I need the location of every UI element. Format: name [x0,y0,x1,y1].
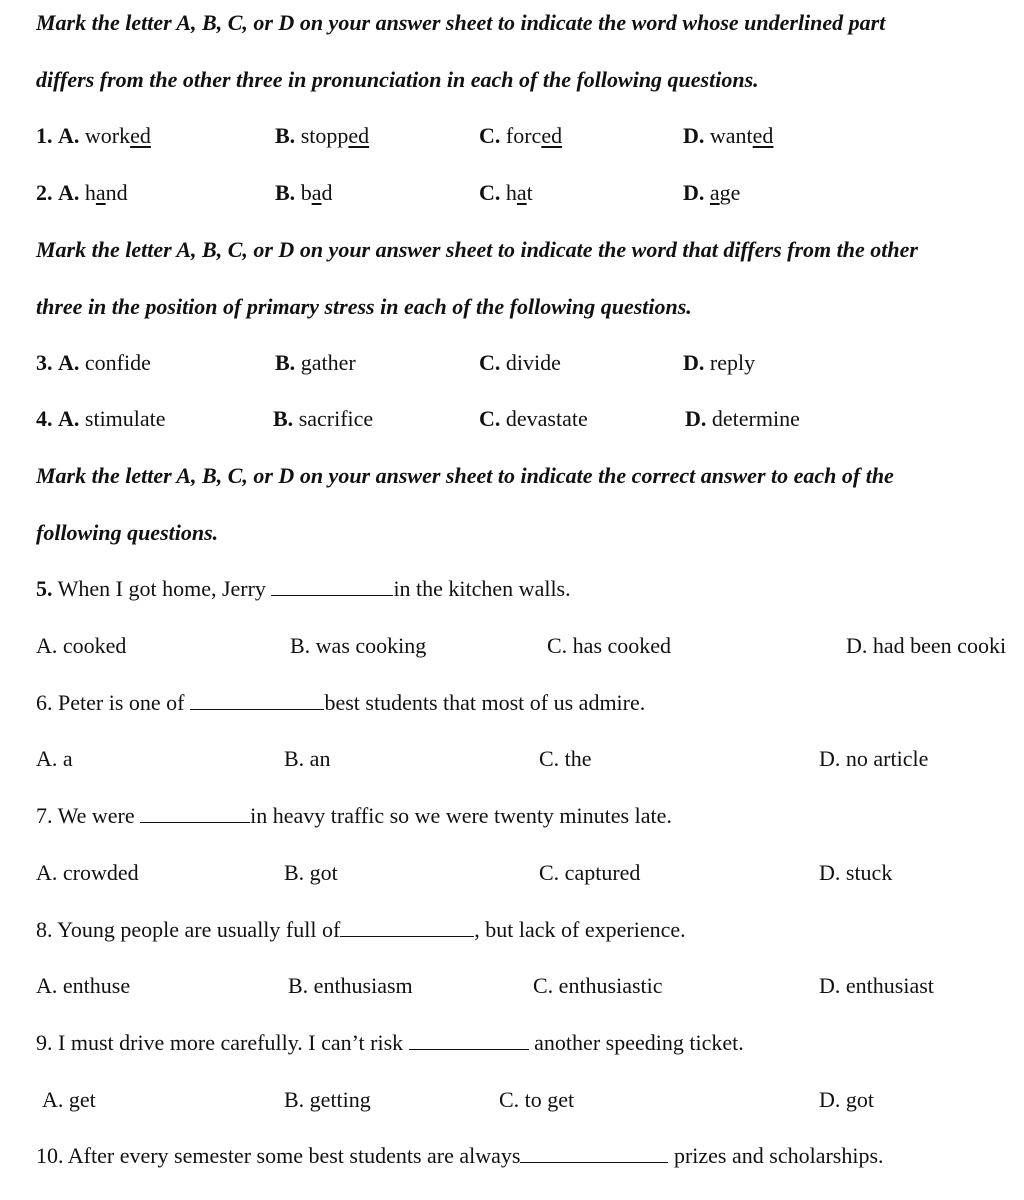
q8-option-b: B. enthusiasm [288,973,413,998]
q5-blank [271,575,393,596]
q10-blank [520,1142,668,1163]
q9-blank [409,1029,529,1050]
question-8-options [0,971,1024,1001]
q5-option-d: D. had been cooki [846,633,1007,658]
question-7-stem: 7. We were in heavy traffic so we were twenty minutes late. [36,803,672,828]
q7-option-d: D. stuck [819,860,893,885]
q8-option-a: A. enthuse [36,973,131,998]
q9-option-b: B. getting [284,1087,371,1112]
q5-option-b: B. was cooking [290,633,427,658]
q1-option-a: 1. A. worked [36,123,151,148]
instruction-correct-line2: following questions. [36,520,219,545]
question-6-stem: 6. Peter is one of best students that most of us admire. [36,690,646,715]
q4-option-a: 4. A. stimulate [36,406,166,431]
q2-option-a: 2. A. hand [36,180,128,205]
q1-option-b: B. stopped [275,123,370,148]
question-2 [0,178,1024,208]
question-1 [0,121,1024,151]
q3-option-b: B. gather [275,350,356,375]
question-5-stem: 5. When I got home, Jerry in the kitchen walls. [36,576,571,601]
question-6-options [0,744,1024,774]
q7-option-b: B. got [284,860,338,885]
question-9-stem: 9. I must drive more carefully. I can’t risk another speeding ticket. [36,1030,744,1055]
q9-option-c: C. to get [499,1087,575,1112]
instruction-stress-line1: Mark the letter A, B, C, or D on your answer sheet to indicate the word that differs from the other [36,237,918,262]
q2-option-d: D. age [683,180,741,205]
instruction-pronunciation-line2: differs from the other three in pronunciation in each of the following questions. [36,67,759,92]
q5-option-c: C. has cooked [547,633,672,658]
instruction-stress-line2: three in the position of primary stress in each of the following questions. [36,294,692,319]
instruction-pronunciation-line1: Mark the letter A, B, C, or D on your answer sheet to indicate the word whose underlined part [36,10,886,35]
q8-option-d: D. enthusiast [819,973,934,998]
question-5-options [0,631,1024,661]
q3-option-d: D. reply [683,350,756,375]
q3-option-c: C. divide [479,350,561,375]
q3-option-a: 3. A. confide [36,350,151,375]
q2-option-b: B. bad [275,180,333,205]
q7-option-a: A. crowded [36,860,139,885]
question-3 [0,348,1024,378]
q8-blank [340,916,474,937]
q6-blank [190,689,324,710]
q1-option-c: C. forced [479,123,563,148]
q4-option-b: B. sacrifice [273,406,374,431]
q4-option-d: D. determine [685,406,800,431]
question-9-options [0,1085,1024,1115]
q6-option-a: A. a [36,746,73,771]
q8-option-c: C. enthusiastic [533,973,663,998]
question-7-options [0,858,1024,888]
q6-option-b: B. an [284,746,331,771]
question-4 [0,404,1024,434]
q6-option-c: C. the [539,746,592,771]
question-10-stem: 10. After every semester some best students are always prizes and scholarships. [36,1143,884,1168]
q5-option-a: A. cooked [36,633,127,658]
instruction-correct-line1: Mark the letter A, B, C, or D on your answer sheet to indicate the correct answer to each of the [36,463,894,488]
q9-option-d: D. got [819,1087,874,1112]
q9-option-a: A. get [42,1087,96,1112]
q1-option-d: D. wanted [683,123,774,148]
question-8-stem: 8. Young people are usually full of , but lack of experience. [36,917,686,942]
q7-option-c: C. captured [539,860,641,885]
q4-option-c: C. devastate [479,406,588,431]
q6-option-d: D. no article [819,746,929,771]
q2-option-c: C. hat [479,180,533,205]
q7-blank [140,802,250,823]
